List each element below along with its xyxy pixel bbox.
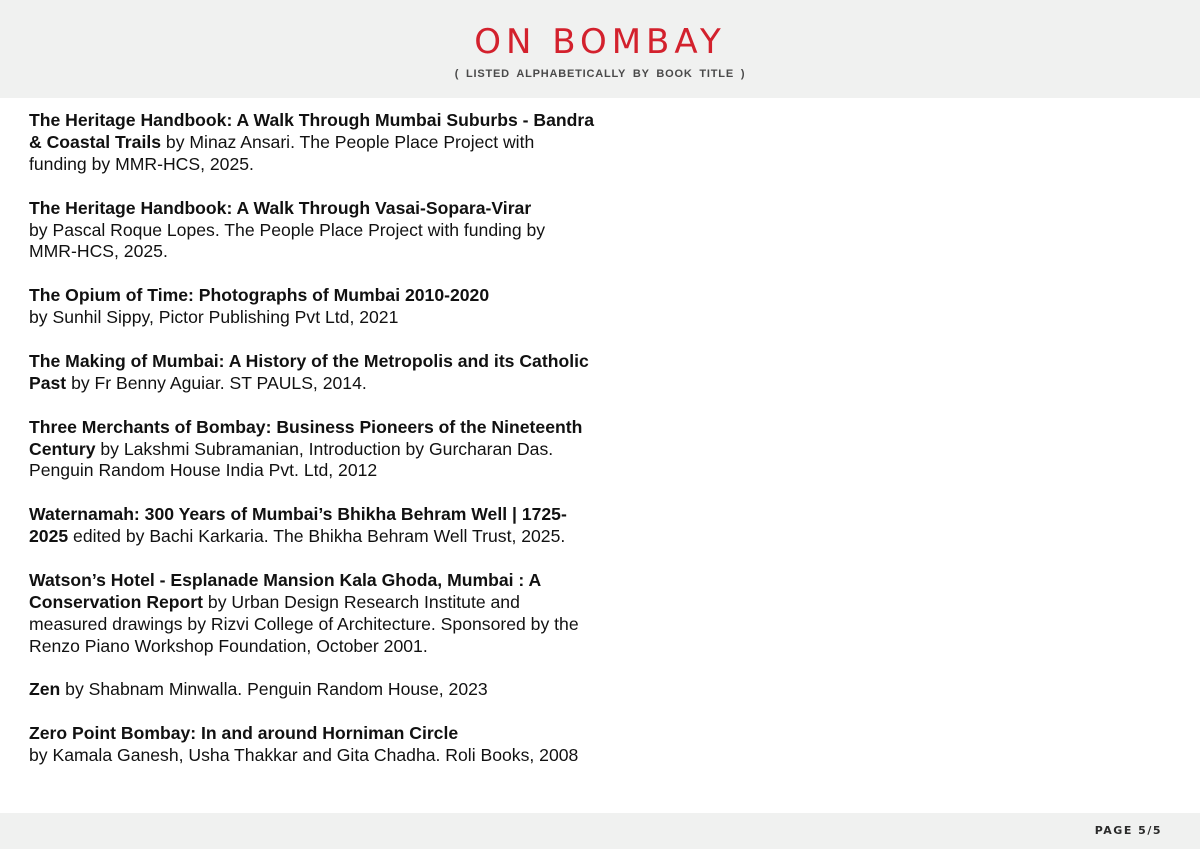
book-title: Zen xyxy=(29,679,61,700)
book-details: by Sunhil Sippy, Pictor Publishing Pvt Ltd, 2021 xyxy=(29,307,399,328)
book-title: The Heritage Handbook: A Walk Through Vasai-Sopara-Virar xyxy=(29,197,532,218)
book-details: by Minaz Ansari. The People Place Project with funding by MMR-HCS, 2025. xyxy=(29,131,535,174)
book-entry xyxy=(29,351,594,395)
page-header xyxy=(0,0,1200,98)
page-subtitle: ( LISTED ALPHABETICALLY BY BOOK TITLE ) xyxy=(454,68,746,80)
book-title: The Heritage Handbook: A Walk Through Mumbai Suburbs - Bandra & Coastal Trails xyxy=(29,110,594,152)
book-entry xyxy=(29,285,594,329)
book-title: Zero Point Bombay: In and around Horniman Circle xyxy=(29,723,459,744)
book-details: by Kamala Ganesh, Usha Thakkar and Gita Chadha. Roli Books, 2008 xyxy=(29,745,579,766)
book-details: by Fr Benny Aguiar. ST PAULS, 2014. xyxy=(71,372,367,393)
book-entry xyxy=(29,504,594,548)
book-list xyxy=(29,110,594,789)
book-title: The Opium of Time: Photographs of Mumbai 2010-2020 xyxy=(29,285,490,306)
book-details: edited by Bachi Karkaria. The Bhikha Behram Well Trust, 2025. xyxy=(73,526,566,547)
book-entry xyxy=(29,417,594,483)
book-title: Waternamah: 300 Years of Mumbai’s Bhikha Behram Well | 1725-2025 xyxy=(29,504,567,547)
book-details: by Pascal Roque Lopes. The People Place Project with funding by MMR-HCS, 2025. xyxy=(29,219,546,262)
book-entry xyxy=(29,723,594,767)
book-title: The Making of Mumbai: A History of the Metropolis and its Catholic Past xyxy=(29,350,589,393)
book-details: by Urban Design Research Institute and measured drawings by Rizvi College of Architecture. Sponsored by the Renzo Piano Workshop Foundation, October 2001. xyxy=(29,591,579,656)
book-title: Watson’s Hotel - Esplanade Mansion Kala Ghoda, Mumbai : A Conservation Report xyxy=(29,569,541,612)
page-title: ON BOMBAY xyxy=(474,22,726,62)
page-footer xyxy=(0,813,1200,849)
book-entry xyxy=(29,110,594,176)
book-entry xyxy=(29,198,594,264)
book-title: Three Merchants of Bombay: Business Pioneers of the Nineteenth Century xyxy=(29,416,583,459)
book-entry xyxy=(29,679,594,701)
book-entry xyxy=(29,570,594,658)
book-details: by Shabnam Minwalla. Penguin Random House, 2023 xyxy=(65,679,488,700)
page-number: PAGE 5/5 xyxy=(1094,824,1162,837)
book-details: by Lakshmi Subramanian, Introduction by Gurcharan Das. Penguin Random House India Pvt. Ltd, 2012 xyxy=(29,438,554,481)
